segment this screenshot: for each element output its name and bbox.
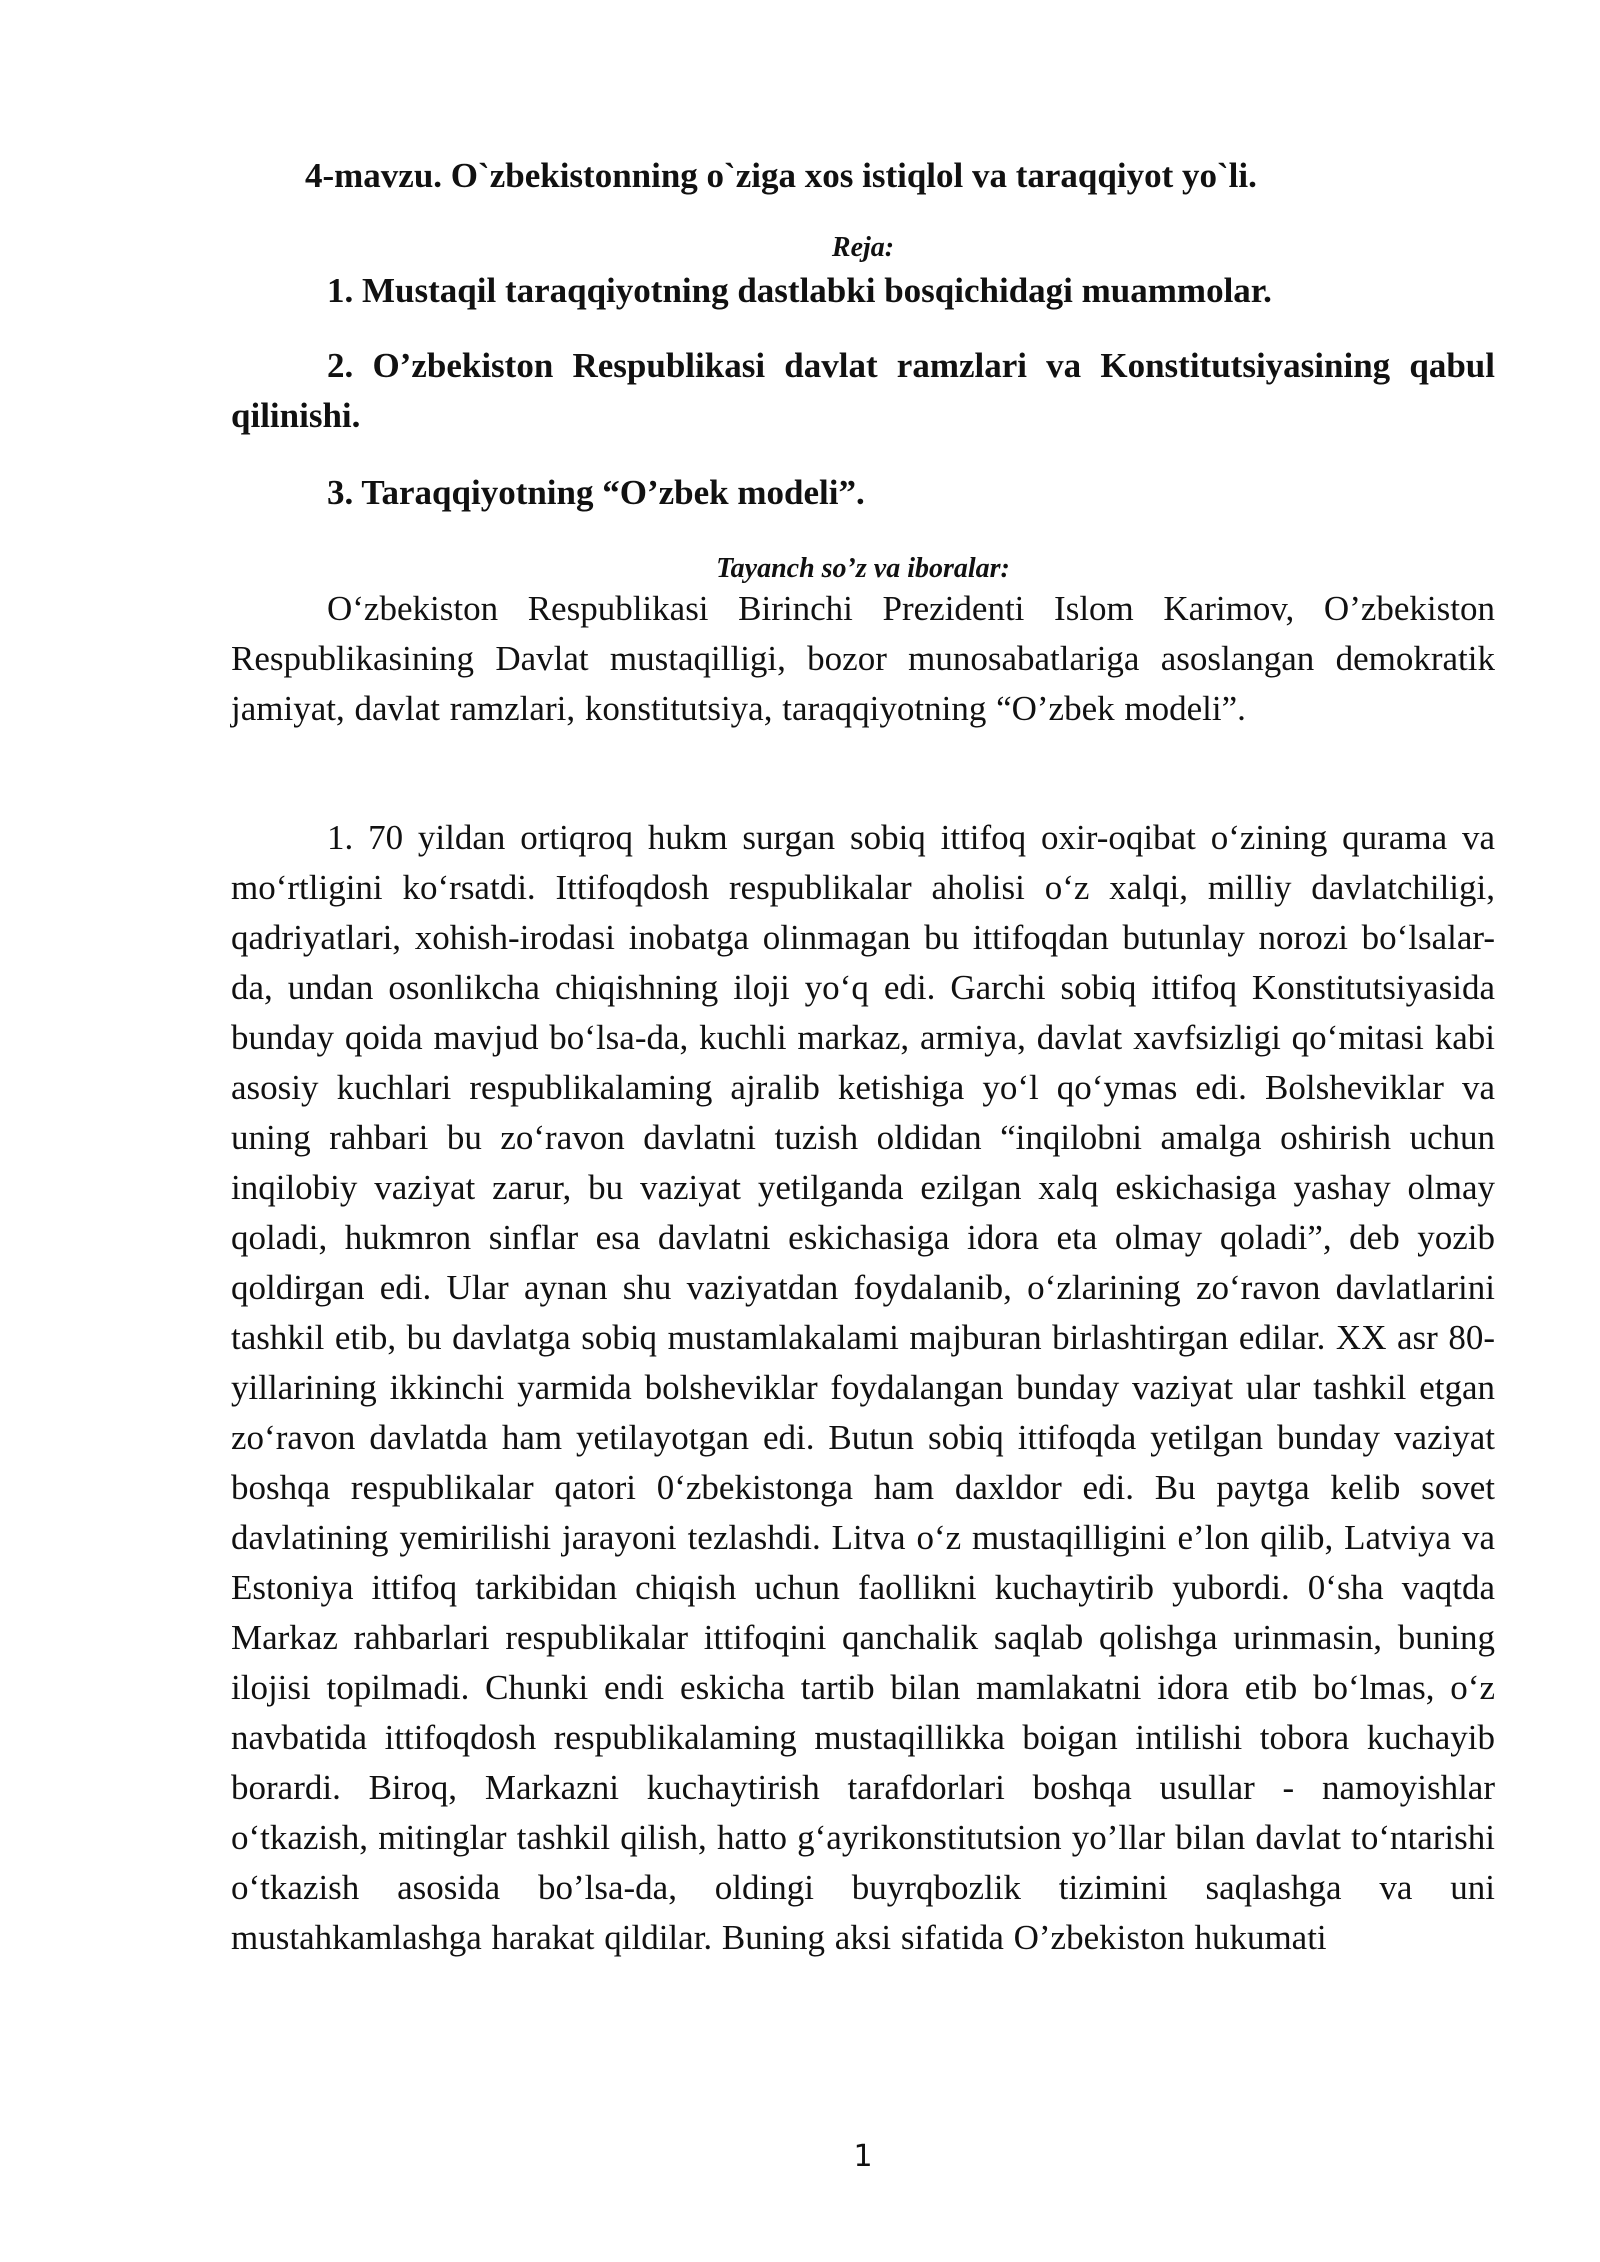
plan-heading: Reja: <box>831 232 895 263</box>
page-number: 1 <box>853 2139 873 2174</box>
plan-item-2: 2. O’zbekiston Respublikasi davlat ramzlari va Konstitutsiyasining qabul qilinishi. <box>231 346 1495 435</box>
plan-item-1: 1. Mustaqil taraqqiyotning dastlabki bosqichidagi muammolar. <box>327 271 1272 310</box>
document-page <box>231 0 1495 2262</box>
body-paragraph: 1. 70 yildan ortiqroq hukm surgan sobiq ittifoq oxir-oqibat o‘zining qurama va mo‘rtligini ko‘rsatdi. Ittifoqdosh respublikalar aholisi o‘z xalqi, milliy davlatchiligi, qadriyatlari, xohish-irodasi inobatga olinmagan bu ittifoqdan butunlay norozi bo‘lsalar-da, undan osonlikcha chiqishning iloji yo‘q edi. Garchi sobiq ittifoq Konstitutsiyasida bunday qoida mavjud bo‘lsa-da, kuchli markaz, armiya, davlat xavfsizligi qo‘mitasi kabi asosiy kuchlari respublikalaming ajralib ketishiga yo‘l qo‘ymas edi. Bolsheviklar va uning rahbari bu zo‘ravon davlatni tuzish oldidan “inqilobni amalga oshirish uchun inqilobiy vaziyat zarur, bu vaziyat yetilganda ezilgan xalq eskichasiga yashay olmay qoladi, hukmron sinflar esa davlatni eskichasiga idora eta olmay qoladi”, deb yozib qoldirgan edi. Ular aynan shu vaziyatdan foydalanib, o‘zlarining zo‘ravon davlatlarini tashkil etib, bu davlatga sobiq mustamlakalami majburan birlashtirgan edilar. XX asr 80-yillarining ikkinchi yarmida bolsheviklar foydalangan bunday vaziyat ular tashkil etgan zo‘ravon davlatda ham yetilayotgan edi. Butun sobiq ittifoqda yetilgan bunday vaziyat boshqa respublikalar qatori 0‘zbekistonga ham daxldor edi. Bu paytga kelib sovet davlatining yemirilishi jarayoni tezlashdi. Litva o‘z mustaqilligini e’lon qilib, Latviya va Estoniya ittifoq tarkibidan chiqish uchun faollikni kuchaytirib yubordi. 0‘sha vaqtda Markaz rahbarlari respublikalar ittifoqini qanchalik saqlab qolishga urinmasin, buning ilojisi topilmadi. Chunki endi eskicha tartib bilan mamlakatni idora etib bo‘lmas, o‘z navbatida ittifoqdosh respublikalaming mustaqillikka boigan intilishi tobora kuchayib borardi. Biroq, Markazni kuchaytirish tarafdorlari boshqa usullar - namoyishlar o‘tkazish, mitinglar tashkil qilish, hatto g‘ayrikonstitutsion yo’llar bilan davlat to‘ntarishi o‘tkazish asosida bo’lsa-da, oldingi buyrqbozlik tizimini saqlashga va uni mustahkamlashga harakat qildilar. Buning aksi sifatida O’zbekiston hukumati <box>231 818 1495 1957</box>
keywords-paragraph: O‘zbekiston Respublikasi Birinchi Prezidenti Islom Karimov, O’zbekiston Respublikasining Davlat mustaqilligi, bozor munosabatlariga asoslangan demokratik jamiyat, davlat ramzlari, konstitutsiya, taraqqiyotning “O’zbek modeli”. <box>231 589 1495 728</box>
keywords-heading: Tayanch so’z va iboralar: <box>716 553 1010 584</box>
plan-item-3: 3. Taraqqiyotning “O’zbek modeli”. <box>327 473 865 512</box>
topic-title: 4-mavzu. O`zbekistonning o`ziga xos istiqlol va taraqqiyot yo`li. <box>305 156 1257 195</box>
